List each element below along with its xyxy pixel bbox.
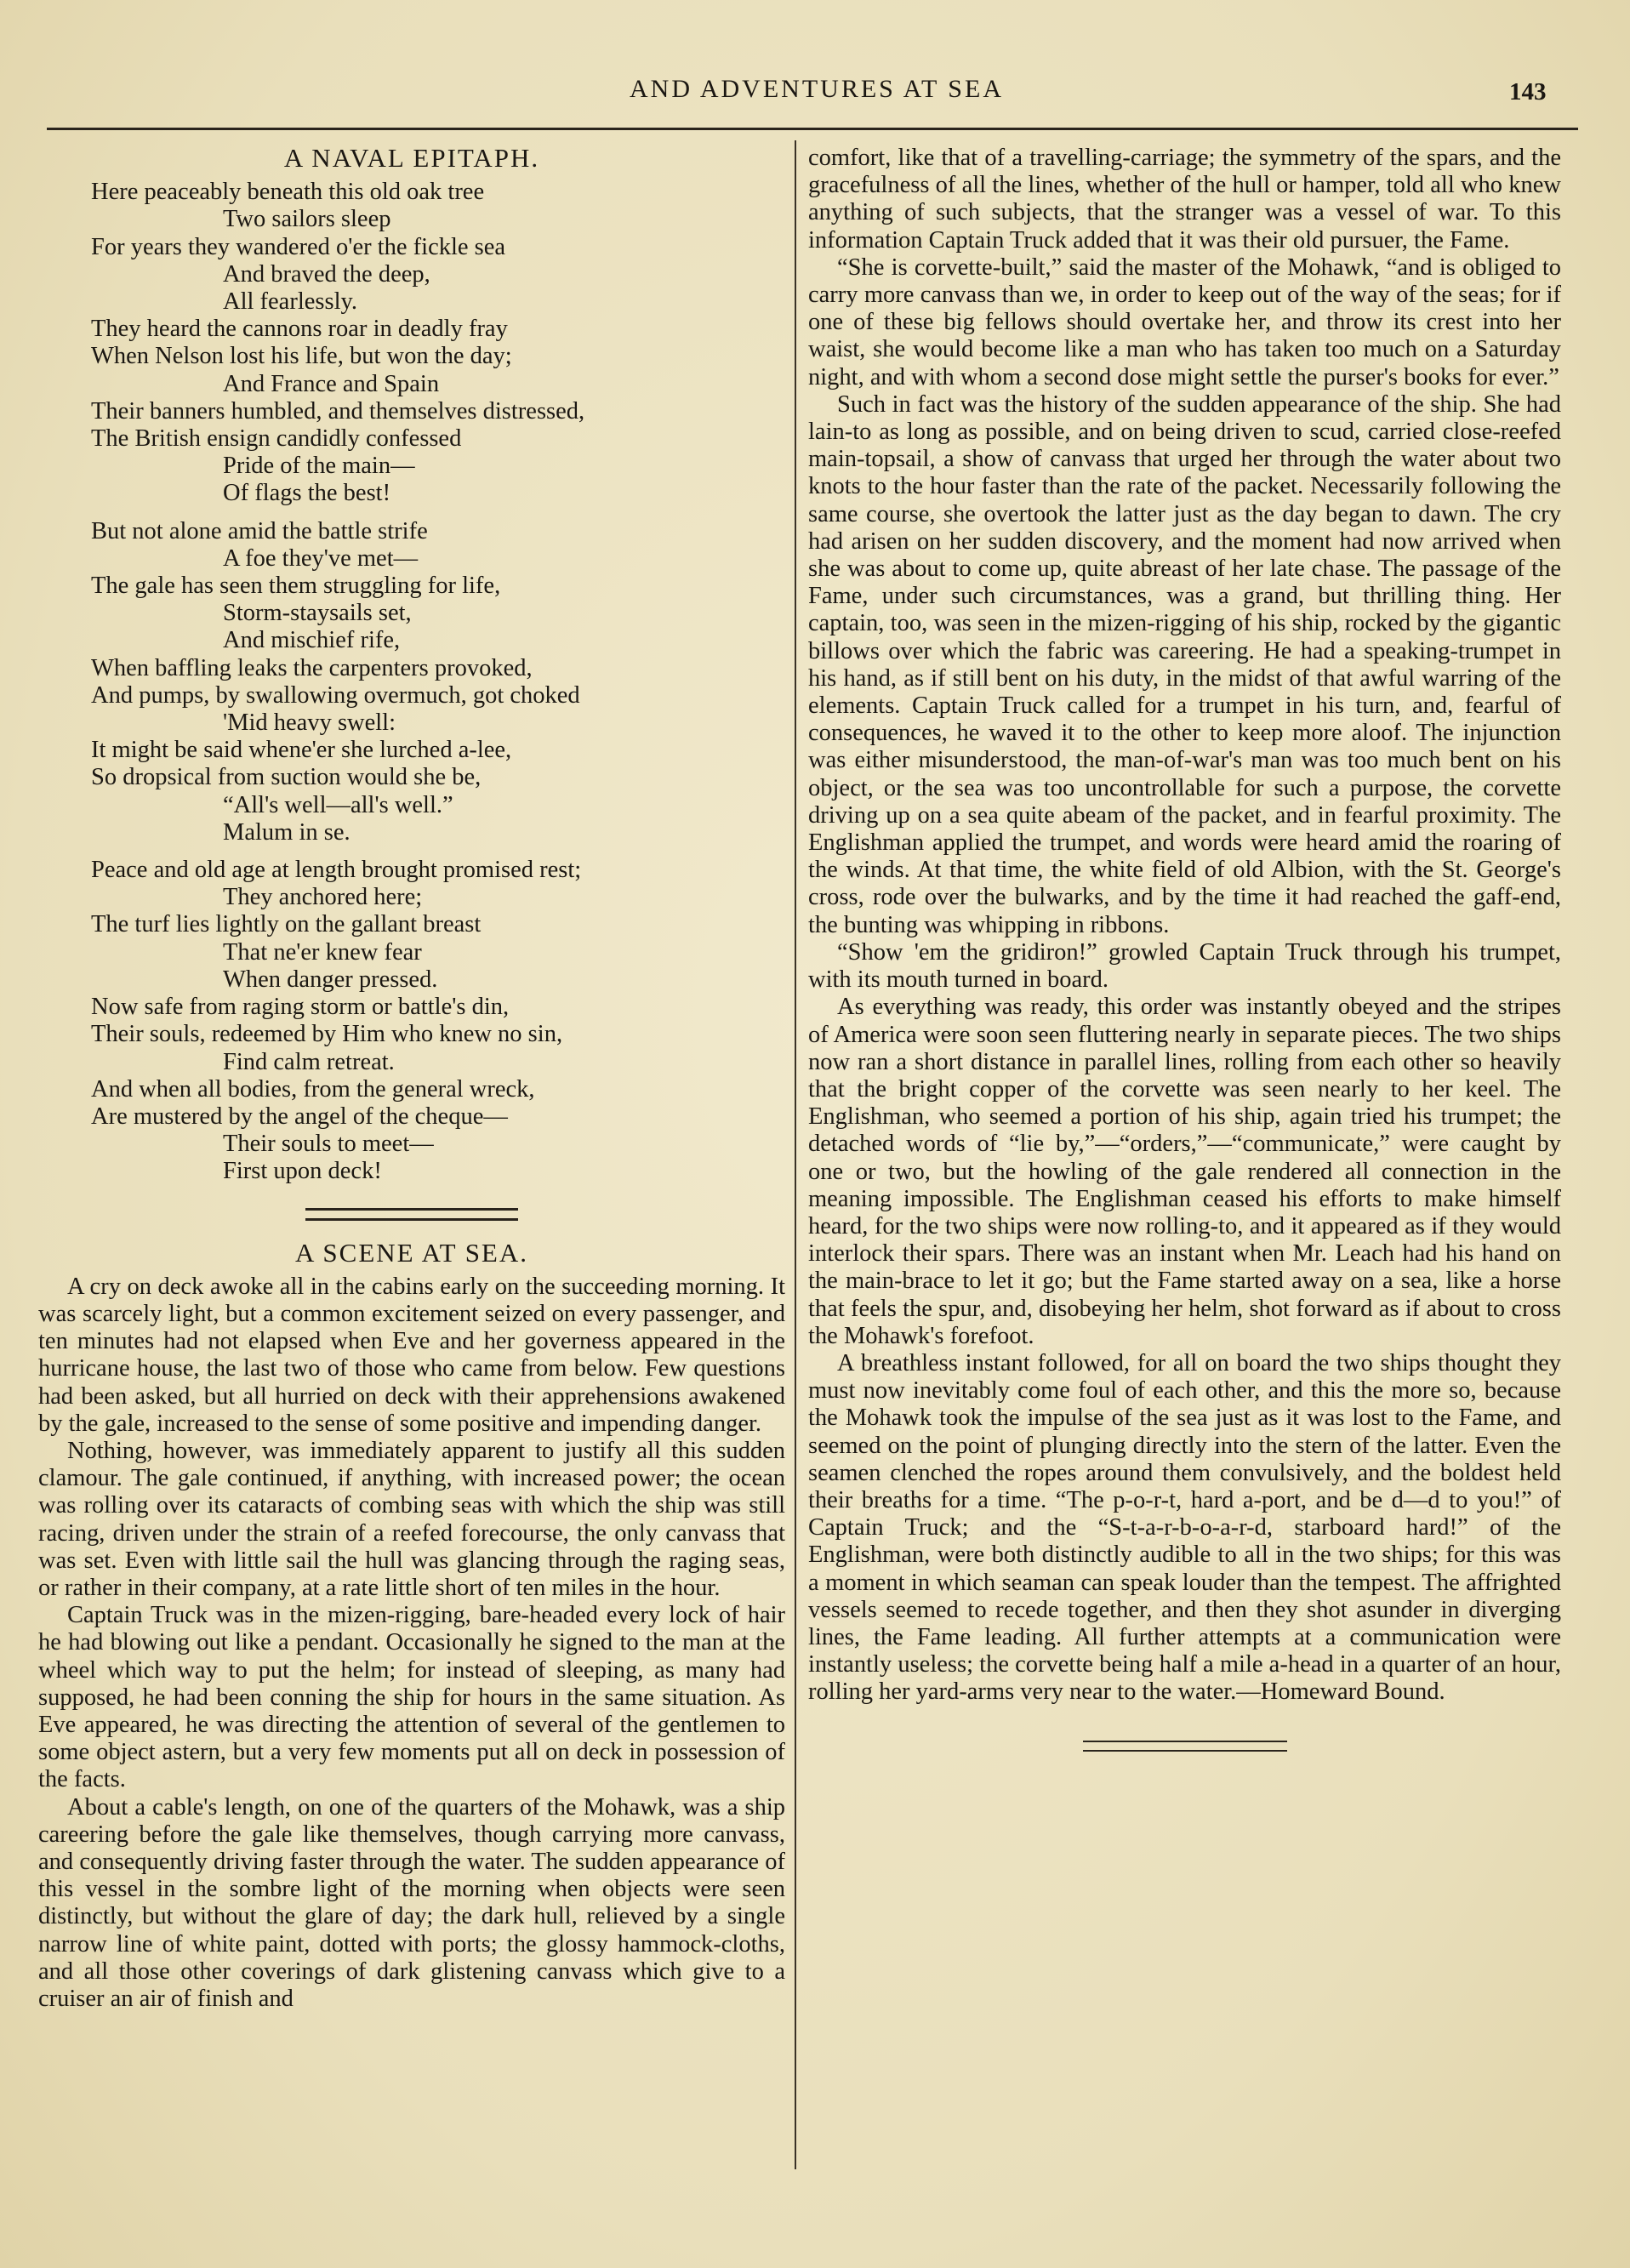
verse-line: Their souls, redeemed by Him who knew no sin, xyxy=(91,1021,563,1048)
verse-line: And braved the deep, xyxy=(223,260,430,288)
paragraph: About a cable's length, on one of the quarters of the Mohawk, was a ship careering before the gale like themselves, though carrying more canvass, and consequently driving faster through the water. The sudden appearance of this vessel in the sombre light of the morning when objects were seen distinctly, but without the glare of day; the dark hull, relieved by a single narrow line of white paint, dotted with ports; the glossy hammock-cloths, and all those other coverings of dark glistening canvass which give to a cruiser an air of finish and xyxy=(38,1793,785,2012)
verse-line: When baffling leaks the carpenters provoked, xyxy=(91,654,533,681)
verse-line: First upon deck! xyxy=(223,1158,382,1185)
verse-line: Find calm retreat. xyxy=(223,1048,395,1075)
verse-line: It might be said whene'er she lurched a-lee, xyxy=(91,737,512,764)
section-divider xyxy=(305,1208,518,1221)
verse-line: Now safe from raging storm or battle's din, xyxy=(91,994,510,1021)
epitaph-poem xyxy=(91,179,785,1185)
verse-line: Of flags the best! xyxy=(223,480,391,507)
verse-line: The gale has seen them struggling for life, xyxy=(91,573,501,600)
running-title: AND ADVENTURES AT SEA xyxy=(630,75,1004,103)
header-rule xyxy=(47,128,1578,130)
verse-line: And pumps, by swallowing overmuch, got choked xyxy=(91,681,580,709)
paragraph: As everything was ready, this order was instantly obeyed and the stripes of America were soon seen fluttering nearly in separate pieces. The two ships now ran a short distance in parallel lines, rolling from each other so heavily that the bright copper of the corvette was seen nearly to her keel. The Englishman, who seemed a portion of his ship, again tried his trumpet; the detached words of “lie by,”—“orders,”—“communicate,” were caught by one or two, but the howling of the gale rendered all connection in the meaning impossible. The Englishman ceased his efforts to make himself heard, for the two ships were now rolling-to, and it appeared as if they would interlock their spars. There was an instant when Mr. Leach had his hand on the main-brace to let it go; but the Fame started away on a sea, like a horse that feels the spur, and, disobeying her helm, shot forward as if about to cross the Mohawk's forefoot. xyxy=(808,994,1561,1349)
end-rule xyxy=(1083,1741,1287,1752)
verse-line: Storm-staysails set, xyxy=(223,600,412,627)
stanza xyxy=(91,857,785,1185)
stanza xyxy=(91,179,785,507)
verse-line: A foe they've met— xyxy=(223,544,419,572)
paragraph: comfort, like that of a travelling-carriage; the symmetry of the spars, and the gracefulness of all the lines, whether of the hull or hamper, told all who knew anything of such subjects, that the stranger was a vessel of war. To this information Captain Truck added that it was their old pursuer, the Fame. xyxy=(808,145,1561,254)
verse-line: Their souls to meet— xyxy=(223,1131,434,1158)
paragraph: Captain Truck was in the mizen-rigging, bare-headed every lock of hair he had blowing out like a pendant. Occasionally he signed to the man at the wheel which way to put the helm; for instead of sleeping, as many had supposed, he had been conning the ship for hours in the same situation. As Eve appeared, he was directing the attention of several of the gentlemen to some object astern, but a very few moments put all on deck in possession of the facts. xyxy=(38,1602,785,1793)
verse-line: The British ensign candidly confessed xyxy=(91,425,462,453)
verse-line: So dropsical from suction would she be, xyxy=(91,764,482,791)
left-column xyxy=(38,145,785,2013)
verse-line: And France and Spain xyxy=(223,370,440,397)
verse-line: Pride of the main— xyxy=(223,453,415,480)
stanza xyxy=(91,518,785,846)
paragraph: A breathless instant followed, for all on board the two ships thought they must now inevitably come foul of each other, and this the more so, because the Mohawk took the impulse of the sea just as it was lost to the Fame, and seemed on the point of plunging directly into the stern of the latter. Even the seamen clenched the ropes around them convulsively, and the boldest held their breaths for a time. “The p-o-r-t, hard a-port, and be d—d to you!” of Captain Truck; and the “S-t-a-r-b-o-a-r-d, starboard hard!” of the Englishman, were both distinctly audible to all in the two ships; for this was a moment in which seaman can speak louder than the tempest. The affrighted vessels seemed to recede together, and then they shot asunder in diverging lines, the Fame leading. All further attempts at a communication were instantly useless; the corvette being half a mile a-head in a quarter of an hour, rolling her yard-arms very near to the water.—Homeward Bound. xyxy=(808,1349,1561,1706)
scene-text-left xyxy=(38,1274,785,2013)
verse-line: All fearlessly. xyxy=(223,288,358,316)
verse-line: Are mustered by the angel of the cheque— xyxy=(91,1103,508,1130)
verse-line: The turf lies lightly on the gallant breast xyxy=(91,911,482,938)
verse-line: Their banners humbled, and themselves distressed, xyxy=(91,397,585,425)
verse-line: When Nelson lost his life, but won the day; xyxy=(91,343,512,370)
paragraph: Nothing, however, was immediately apparent to justify all this sudden clamour. The gale continued, if anything, with increased power; the ocean was rolling over its cataracts of combing seas with which the ship was still racing, driven under the strain of a reefed forecourse, the only canvass that was set. Even with little sail the hull was glancing through the raging seas, or rather in their company, at a rate little short of ten miles in the hour. xyxy=(38,1437,785,1601)
verse-line: And mischief rife, xyxy=(223,627,401,654)
verse-line: 'Mid heavy swell: xyxy=(223,709,396,737)
paragraph: A cry on deck awoke all in the cabins early on the succeeding morning. It was scarcely light, but a common excitement seized on every passenger, and ten minutes had not elapsed when Eve and her governess appeared in the hurricane house, the last two of those who came from below. Few questions had been asked, but all hurried on deck with their apprehensions awakened by the gale, increased to the sense of some positive and impending danger. xyxy=(38,1273,785,1437)
paragraph: Such in fact was the history of the sudden appearance of the ship. She had lain-to as long as possible, and on being driven to scud, carried close-reefed main-topsail, a show of canvass that urged her through the water about two knots to the hour faster than the rate of the packet. Necessarily following the same course, she overtook the latter just as the day began to dawn. The cry had arisen on her sudden discovery, and the moment had now arrived when she was about to come up, quite abreast of her late chase. The passage of the Fame, under such circumstances, was a grand, but thrilling thing. Her captain, too, was seen in the mizen-rigging of his ship, rocked by the gigantic billows over which the fabric was careering. He had a speaking-trumpet in his hand, as if still bent on his duty, in the midst of that awful warring of the elements. Captain Truck called for a trumpet in his turn, and, fearful of consequences, he waved it to the other to keep more aloof. The injunction was either misunderstood, the man-of-war's man was too much bent on his object, or the sea was too uncontrollable for such a purpose, the corvette driving up on a sea quite abeam of the packet, and in fearful proximity. The Englishman applied the trumpet, and words were heard amid the roaring of the winds. At that time, the white field of old Albion, with the St. George's cross, rode over the bulwarks, and by the time it had reached the gaff-end, the bunting was whipping in ribbons. xyxy=(808,390,1561,938)
verse-line: For years they wandered o'er the fickle sea xyxy=(91,233,506,260)
verse-line: Peace and old age at length brought promised rest; xyxy=(91,857,582,884)
verse-line: Here peaceably beneath this old oak tree xyxy=(91,179,485,206)
right-column xyxy=(808,145,1561,1752)
verse-line: They anchored here; xyxy=(223,884,423,911)
paragraph: “She is corvette-built,” said the master of the Mohawk, “and is obliged to carry more canvass than we, in order to keep out of the way of the seas; for if one of these big fellows should overtake her, and throw its crest into her waist, she would become like a man who has taken too much on a Saturday night, and with whom a second dose might settle the purser's books for ever.” xyxy=(808,254,1561,390)
verse-line: They heard the cannons roar in deadly fray xyxy=(91,316,508,343)
column-divider xyxy=(795,140,796,2169)
scene-text-right xyxy=(808,145,1561,1707)
verse-line: Two sailors sleep xyxy=(223,206,391,233)
verse-line: “All's well—all's well.” xyxy=(223,791,453,818)
verse-line: But not alone amid the battle strife xyxy=(91,517,428,544)
verse-line: Malum in se. xyxy=(223,818,351,846)
verse-line: And when all bodies, from the general wreck, xyxy=(91,1075,535,1103)
verse-line: That ne'er knew fear xyxy=(223,938,422,966)
paragraph: “Show 'em the gridiron!” growled Captain Truck through his trumpet, with its mouth turned in board. xyxy=(808,938,1561,994)
epitaph-title: A NAVAL EPITAPH. xyxy=(283,143,540,173)
scene-title: A SCENE AT SEA. xyxy=(294,1237,529,1268)
page-number: 143 xyxy=(1509,78,1547,105)
verse-line: When danger pressed. xyxy=(223,966,438,993)
